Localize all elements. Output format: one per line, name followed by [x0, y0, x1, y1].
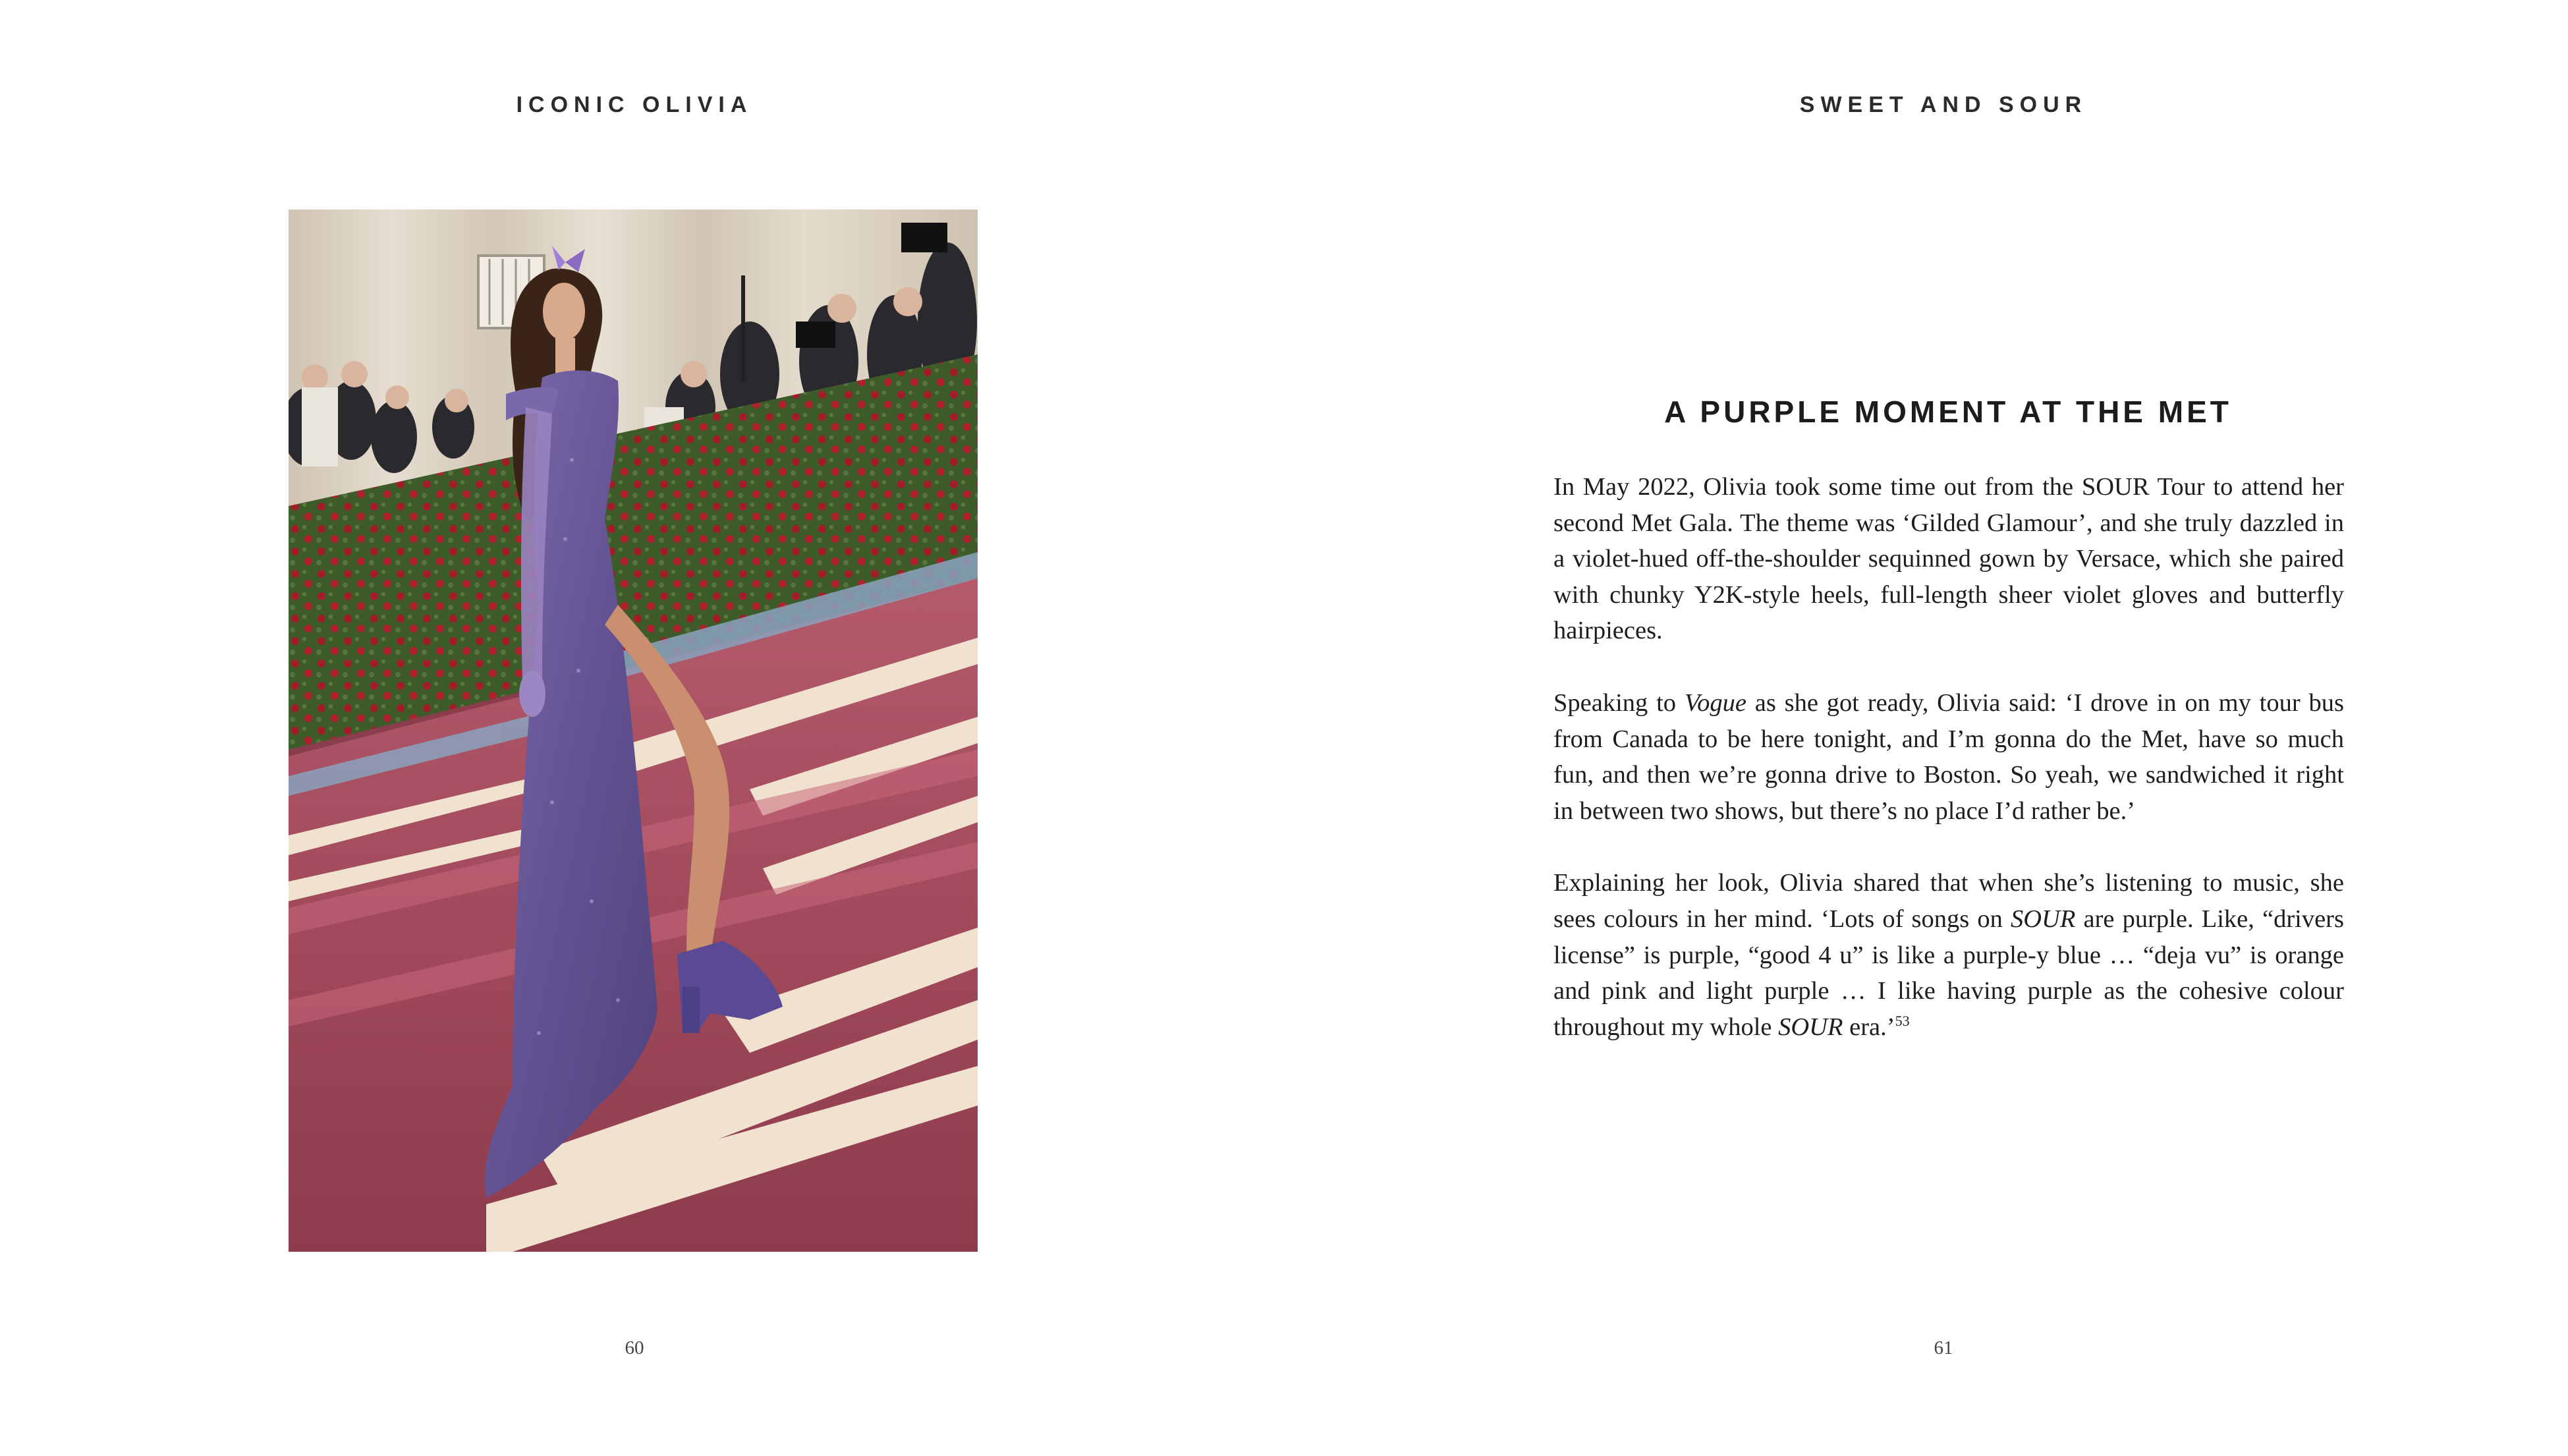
paragraph-1: In May 2022, Olivia took some time out from the SOUR Tour to attend her second Met Gala. The theme was ‘Gilded Glamour’, and she truly dazzled in a violet-hued off-the-shoulder sequinned gown by Versace, which she paired with chunky Y2K-style heels, full-length sheer violet gloves and butterfly hairpieces.	[1553, 473, 2344, 645]
page-number-right: 61	[1934, 1337, 1953, 1358]
vogue-italic: Vogue	[1684, 688, 1746, 717]
running-head-right: SWEET AND SOUR	[1799, 92, 2088, 117]
met-gala-photo-illustration	[289, 210, 978, 1252]
paragraph-3-text-b: are purple. Like, “drivers license” is purple, “good 4 u” is like a purple-y blue … “deja vu” is orange and pink and light purple … I like having purple as the cohesive colour throughout my whole	[1553, 905, 2344, 1041]
article-title: A PURPLE MOMENT AT THE MET	[1664, 395, 2232, 429]
paragraph-2	[1553, 685, 2344, 829]
paragraph-3-text-c: era.’	[1843, 1013, 1895, 1041]
footnote-marker: 53	[1895, 1012, 1910, 1029]
paragraph-3	[1553, 865, 2344, 1045]
met-gala-photo	[289, 210, 978, 1252]
sour-italic-2: SOUR	[1778, 1013, 1843, 1041]
paragraph-3-text-a: Explaining her look, Olivia shared that when she’s listening to music, she sees colours in her mind. ‘Lots of songs on	[1553, 869, 2344, 933]
page-number-left: 60	[625, 1337, 644, 1358]
running-head-left: ICONIC OLIVIA	[516, 92, 753, 117]
paragraph-2-text-b: as she got ready, Olivia said: ‘I drove in on my tour bus from Canada to be here tonight, and I’m gonna do the Met, have so much fun, and then we’re gonna drive to Boston. So yeah, we sandwiched it right in between two shows, but there’s no place I’d rather be.’	[1553, 688, 2344, 825]
article-body	[1553, 469, 2344, 1081]
paragraph-2-text-a: Speaking to	[1553, 688, 1685, 717]
sour-italic-1: SOUR	[2010, 905, 2076, 933]
